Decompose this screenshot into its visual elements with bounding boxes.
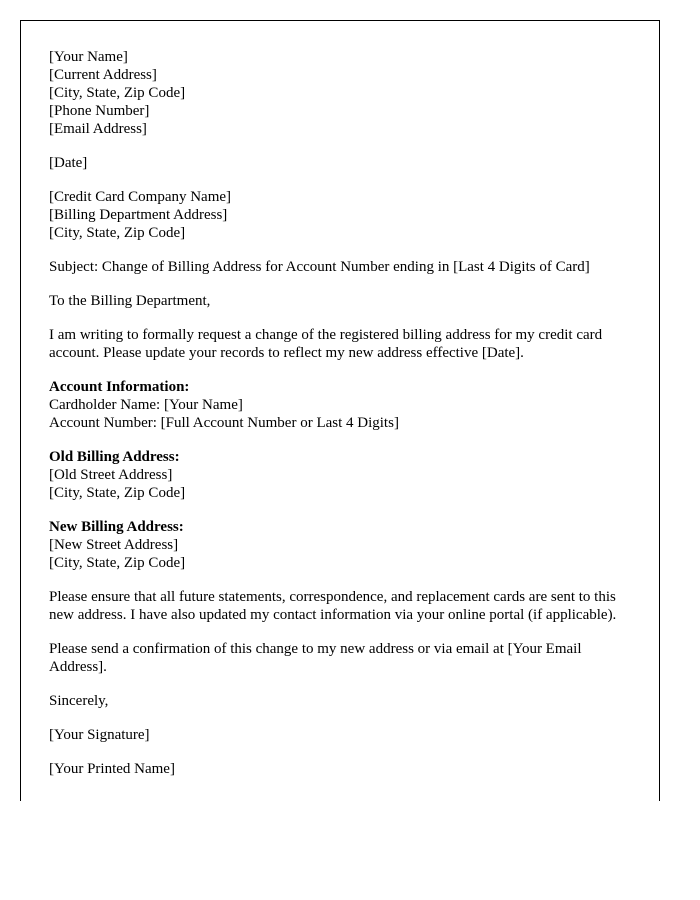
date-block (49, 154, 659, 172)
subject-line: Subject: Change of Billing Address for Account Number ending in [Last 4 Digits of Card] (49, 259, 590, 275)
recipient-address: [Billing Department Address] (49, 207, 228, 223)
recipient-company: [Credit Card Company Name] (49, 189, 232, 205)
sender-block (49, 48, 659, 138)
sender-name: [Your Name] (49, 49, 128, 65)
salutation: To the Billing Department, (49, 293, 211, 309)
letter-date: [Date] (49, 155, 88, 171)
account-number: Account Number: [Full Account Number or Last 4 Digits] (49, 415, 399, 431)
new-street: [New Street Address] (49, 537, 179, 553)
sender-phone: [Phone Number] (49, 103, 150, 119)
body-paragraph-2: Please send a confirmation of this change to my new address or via email at [Your Email Address]. (49, 641, 582, 675)
letter-page (20, 20, 660, 801)
closing: Sincerely, (49, 693, 109, 709)
sender-address: [Current Address] (49, 67, 157, 83)
recipient-block (49, 188, 659, 242)
new-address-heading: New Billing Address: (49, 519, 184, 535)
old-address-section (49, 448, 659, 502)
old-street: [Old Street Address] (49, 467, 173, 483)
sender-email: [Email Address] (49, 121, 147, 137)
old-city-state-zip: [City, State, Zip Code] (49, 485, 186, 501)
account-info-section (49, 378, 659, 432)
new-city-state-zip: [City, State, Zip Code] (49, 555, 186, 571)
cardholder-name: Cardholder Name: [Your Name] (49, 397, 243, 413)
sender-city-state-zip: [City, State, Zip Code] (49, 85, 186, 101)
signature: [Your Signature] (49, 727, 150, 743)
account-info-heading: Account Information: (49, 379, 190, 395)
old-address-heading: Old Billing Address: (49, 449, 180, 465)
printed-name: [Your Printed Name] (49, 761, 175, 777)
new-address-section (49, 518, 659, 572)
recipient-city-state-zip: [City, State, Zip Code] (49, 225, 186, 241)
intro-paragraph: I am writing to formally request a change of the registered billing address for my credit card account. Please update your records to reflect my new address effective [Date]. (49, 327, 603, 361)
body-paragraph-1: Please ensure that all future statements, correspondence, and replacement cards are sent to this new address. I have also updated my contact information via your online portal (if applicable). (49, 589, 617, 623)
